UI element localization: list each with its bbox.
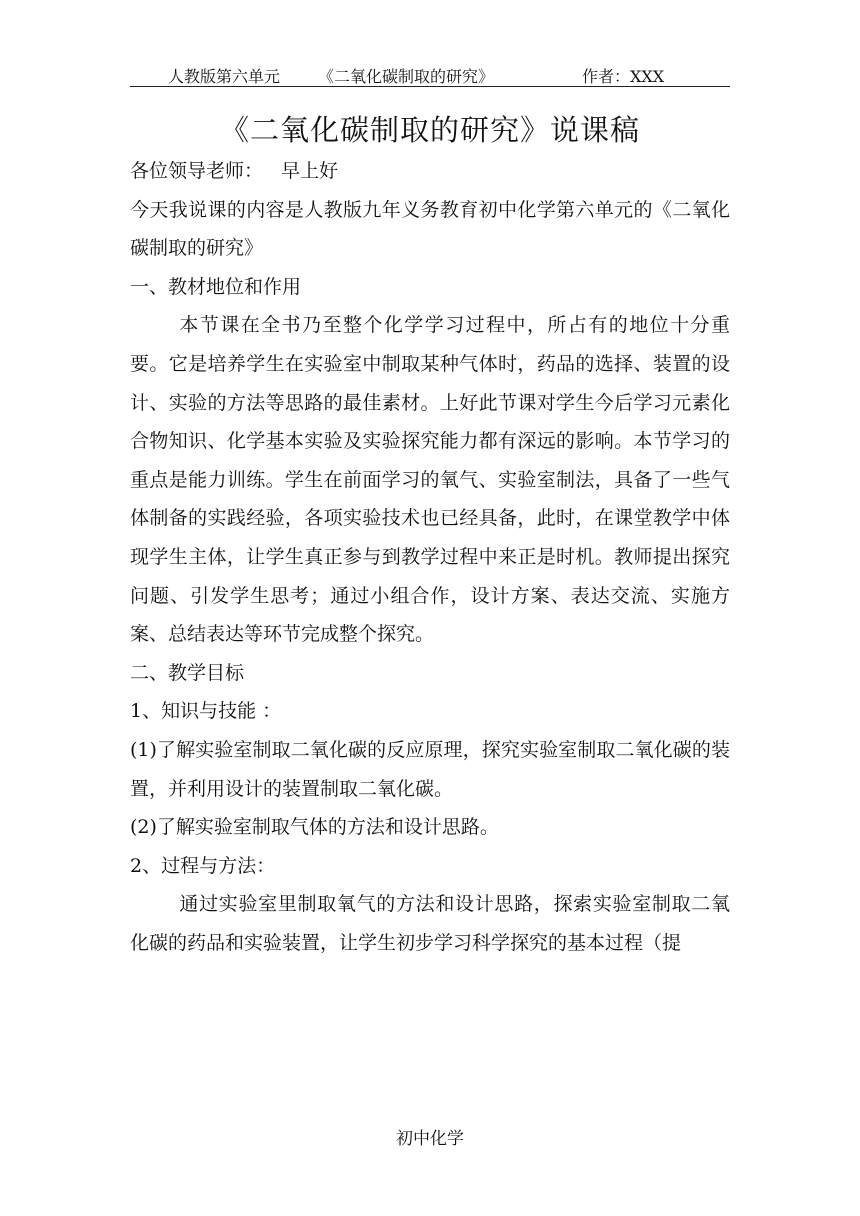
page-header: [130, 60, 730, 87]
section-heading-2: 二、教学目标: [130, 661, 245, 684]
objective-item-1: (1)了解实验室制取二氧化碳的反应原理，探究实验室制取二氧化碳的装置，并利用设计的装置制取二氧化碳。: [130, 738, 730, 800]
subheading-knowledge: 1、知识与技能 ：: [130, 700, 282, 723]
greeting: 各位领导老师： 早上好: [130, 160, 339, 182]
header-lesson-title: 《二氧化碳制取的研究》: [318, 67, 495, 86]
intro-paragraph: 今天我说课的内容是人教版九年义务教育初中化学第六单元的《二氧化碳制取的研究》: [130, 198, 730, 260]
page-footer: 初中化学: [396, 1129, 464, 1149]
body-paragraph: 本节课在全书乃至整个化学学习过程中，所占有的地位十分重要。它是培养学生在实验室中制取某种气体时，药品的选择、装置的设计、实验的方法等思路的最佳素材。上好此节课对学生今后学习元素化合物知识、化学基本实验及实验探究能力都有深远的影响。本节学习的重点是能力训练。学生在前面学习的氧气、实验室制法，具备了一些气体制备的实践经验，各项实验技术也已经具备，此时，在课堂教学中体现学生主体，让学生真正参与到教学过程中来正是时机。教师提出探究问题、引发学生思考；通过小组合作，设计方案、表达交流、实施方案、总结表达等环节完成整个探究。: [130, 314, 730, 646]
document-title: 《二氧化碳制取的研究》说课稿: [219, 113, 640, 147]
document-body: [130, 152, 730, 962]
body-paragraph-process: 通过实验室里制取氧气的方法和设计思路，探索实验室制取二氧化碳的药品和实验装置，让学生初步学习科学探究的基本过程（提: [130, 893, 730, 954]
section-heading-1: 一、教材地位和作用: [130, 275, 302, 298]
header-unit: 人教版第六单元: [168, 67, 281, 86]
header-author: 作者：XXX: [582, 67, 665, 86]
objective-item-2: (2)了解实验室制取气体的方法和设计思路。: [130, 816, 499, 839]
subheading-process: 2、过程与方法：: [130, 854, 276, 877]
